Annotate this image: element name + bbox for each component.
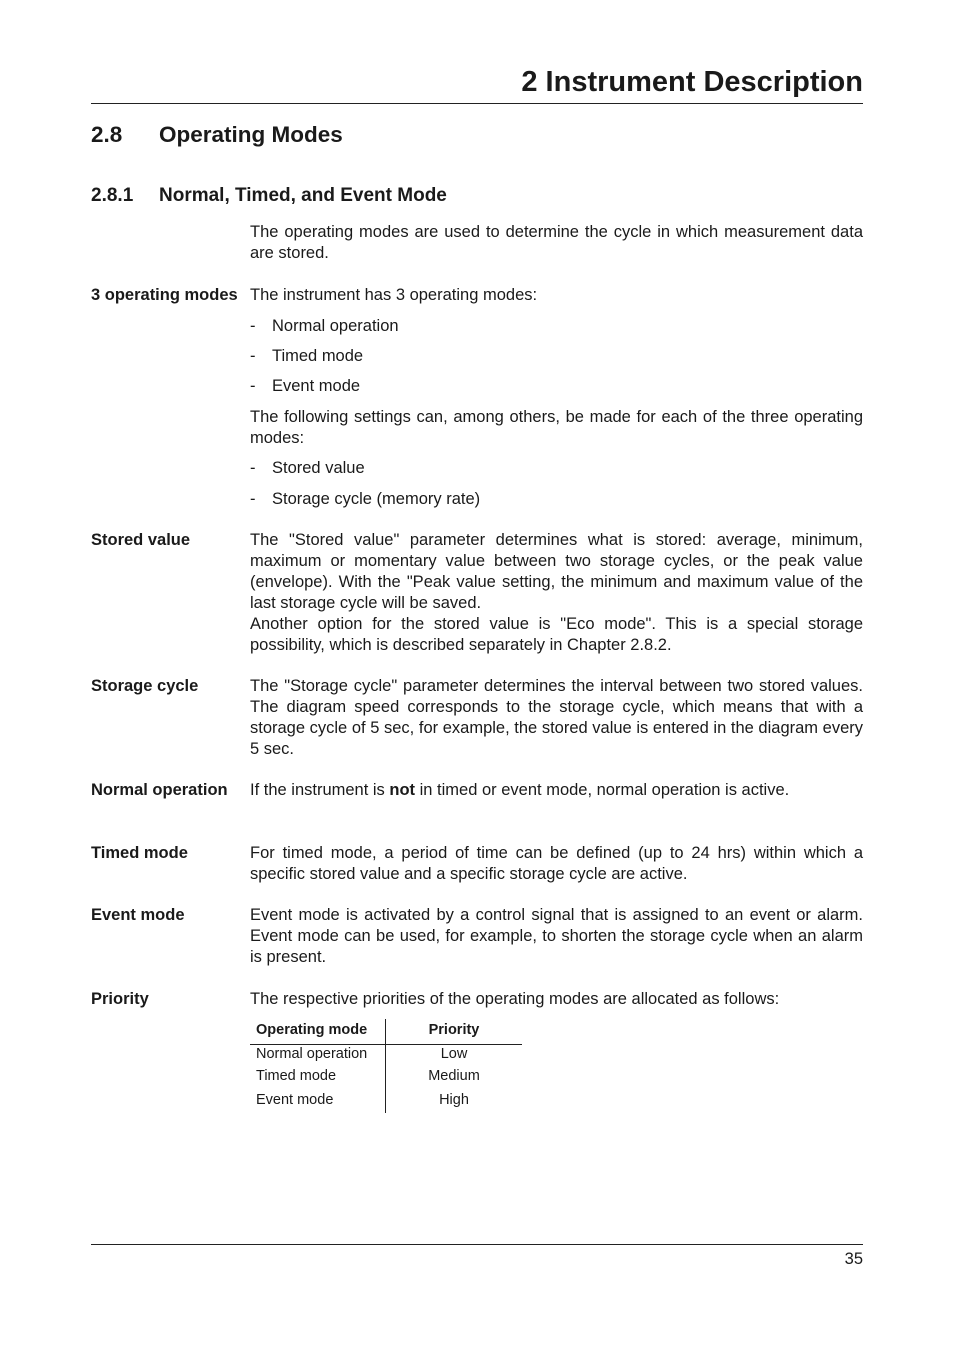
side-label-normal-operation: Normal operation [91,781,228,799]
table-row [250,1045,522,1066]
side-label-operating-modes: 3 operating modes [91,286,238,304]
side-label-event-mode: Event mode [91,906,185,924]
header-rule [91,103,863,104]
side-label-storage-cycle: Storage cycle [91,677,199,695]
subsection-number: 2.8.1 [91,185,134,206]
section-number: 2.8 [91,122,123,147]
table-header-priority: Priority [386,1019,523,1045]
settings-lead: The following settings can, among others, be made for each of the three operating modes: [250,408,863,447]
normal-operation-paragraph: If the instrument is not in timed or event mode, normal operation is active. [250,781,790,799]
chapter-title: 2 Instrument Description [521,66,863,98]
priority-paragraph: The respective priorities of the operating modes are allocated as follows: [250,990,780,1008]
table-cell-mode: Normal operation [250,1045,386,1066]
page-number: 35 [844,1250,863,1268]
event-mode-paragraph: Event mode is activated by a control signal that is assigned to an event or alarm. Event mode can be used, for example, to shorten the storage cycle when an alarm is present. [250,906,863,966]
section-title: Operating Modes [159,122,343,147]
stored-value-paragraph [250,530,863,656]
storage-cycle-paragraph: The "Storage cycle" parameter determines the interval between two stored values. The diagram speed corresponds to the storage cycle, which means that with a storage cycle of 5 sec, for example, the stored value is entered in the diagram every 5 sec. [250,677,863,758]
table-cell-priority: Low [440,1046,468,1062]
table-cell-mode: Event mode [250,1089,386,1113]
subsection-title: Normal, Timed, and Event Mode [159,185,447,206]
table-header-row [250,1019,522,1045]
operating-modes-lead: The instrument has 3 operating modes: [250,286,538,304]
table-cell-mode: Timed mode [250,1065,386,1089]
section-heading [91,122,343,148]
list-item: - Timed mode [250,347,364,365]
list-item: - Storage cycle (memory rate) [250,490,481,508]
table-cell-priority: High [439,1092,469,1108]
intro-paragraph: The operating modes are used to determine the cycle in which measurement data are stored. [250,223,863,262]
subsection-heading [91,185,447,207]
side-label-timed-mode: Timed mode [91,844,188,862]
list-item: - Stored value [250,459,365,477]
emphasis-not: not [389,781,416,799]
list-item: - Normal operation [250,317,399,335]
stored-value-text: The "Stored value" parameter determines what is stored: average, minimum, maximum or momentary value between two storage cycles, or the peak value (envelope). With the "Peak value setting, the minimum and maximum value of the last storage cycle will be saved. [250,531,863,612]
footer-rule [91,1244,863,1245]
side-label-priority: Priority [91,990,149,1008]
table-header-operating-mode: Operating mode [250,1019,386,1045]
table-row [250,1089,522,1113]
priority-table [250,1019,522,1113]
stored-value-text-2: Another option for the stored value is "Eco mode". This is a special storage possibility, which is described separately in Chapter 2.8.2. [250,615,863,654]
side-label-stored-value: Stored value [91,531,191,549]
table-cell-priority: Medium [428,1068,480,1084]
table-row [250,1065,522,1089]
list-item: - Event mode [250,377,361,395]
timed-mode-paragraph: For timed mode, a period of time can be defined (up to 24 hrs) within which a specific stored value and a specific storage cycle are active. [250,844,863,883]
